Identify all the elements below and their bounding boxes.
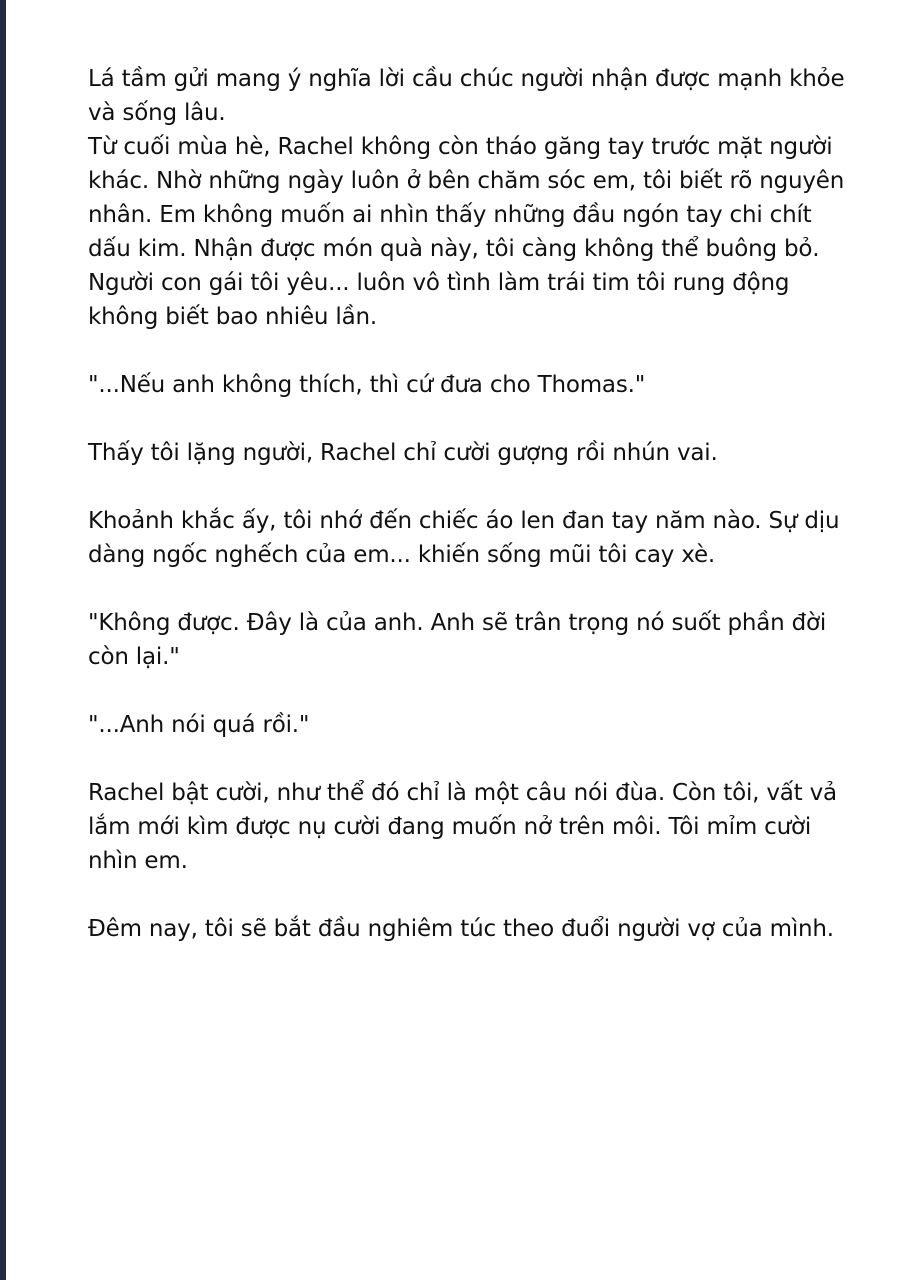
paragraph-cherish-quote: "Không được. Đây là của anh. Anh sẽ trân trọng nó suốt phần đời còn lại.": [88, 610, 827, 670]
paragraph-rachel-shrug: Thấy tôi lặng người, Rachel chỉ cười gượng rồi nhún vai.: [88, 440, 718, 466]
paragraph-exaggerate-quote: "...Anh nói quá rồi.": [88, 712, 310, 738]
paragraph-rachel-laugh: Rachel bật cười, như thể đó chỉ là một câu nói đùa. Còn tôi, vất vả lắm mới kìm được nụ cười đang muốn nở trên môi. Tôi mỉm cười nhìn em.: [88, 780, 837, 874]
left-edge-border: [0, 0, 6, 1280]
paragraph-tonight: Đêm nay, tôi sẽ bắt đầu nghiêm túc theo đuổi người vợ của mình.: [88, 916, 834, 942]
paragraph-thomas-quote: "...Nếu anh không thích, thì cứ đưa cho Thomas.": [88, 372, 646, 398]
paragraph-sweater-memory: Khoảnh khắc ấy, tôi nhớ đến chiếc áo len đan tay năm nào. Sự dịu dàng ngốc nghếch của em... khiến sống mũi tôi cay xè.: [88, 508, 840, 568]
paragraph-mistletoe: Lá tầm gửi mang ý nghĩa lời cầu chúc người nhận được mạnh khỏe và sống lâu.: [88, 66, 845, 126]
paragraph-gloves: Từ cuối mùa hè, Rachel không còn tháo găng tay trước mặt người khác. Nhờ những ngày luôn ở bên chăm sóc em, tôi biết rõ nguyên nhân. Em không muốn ai nhìn thấy những đầu ngón tay chi chít dấu kim. Nhận được món quà này, tôi càng không thể buông bỏ. Người con gái tôi yêu... luôn vô tình làm trái tim tôi rung động không biết bao nhiêu lần.: [88, 134, 845, 330]
text-body: [88, 62, 848, 946]
